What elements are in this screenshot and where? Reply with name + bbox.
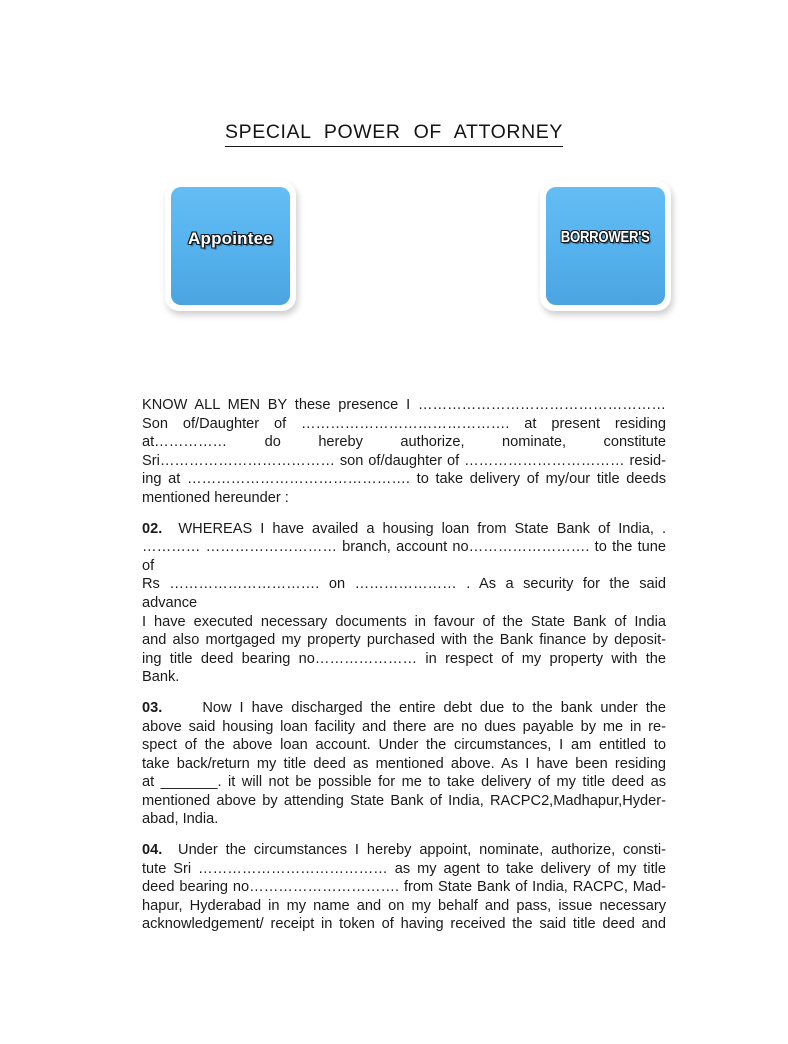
borrowers-badge-label: BORROWER'S: [561, 229, 650, 246]
paragraph-3: [142, 699, 666, 829]
appointee-badge: [165, 181, 296, 311]
paragraph-2-line-6: ing title deed bearing no………………… in respect of my property with the: [142, 650, 666, 667]
page-title: [0, 121, 788, 147]
paragraph-3-line-2: above said housing loan facility and there are no dues payable by me in re-: [142, 718, 666, 735]
paragraph-3-line-6: mentioned above by attending State Bank of India, RACPC2,Madhapur,Hyder-: [142, 792, 666, 809]
page-title-text: SPECIAL POWER OF ATTORNEY: [225, 121, 563, 147]
paragraph-4-line-4: hapur, Hyderabad in my name and on my behalf and pass, issue necessary: [142, 897, 666, 914]
paragraph-2-line-1-text: WHEREAS I have availed a housing loan from State Bank of India, .: [178, 520, 666, 537]
paragraph-3-line-1: [142, 699, 666, 718]
paragraph-4: [142, 841, 666, 934]
paragraph-3-line-3: spect of the above loan account. Under the circumstances, I am entitled to: [142, 737, 666, 754]
paragraph-3-line-1-text: Now I have discharged the entire debt due to the bank under the: [202, 699, 666, 716]
paragraph-2-line-4: I have executed necessary documents in favour of the State Bank of India: [142, 613, 666, 630]
paragraph-4-line-2: tute Sri ………………………………… as my agent to take delivery of my title: [142, 860, 666, 877]
paragraph-4-line-1: [142, 841, 666, 860]
borrowers-badge-surface: [546, 187, 665, 305]
paragraph-2-number: 02.: [142, 520, 163, 537]
paragraph-1-line-1: KNOW ALL MEN BY these presence I ……………………………………………: [142, 397, 666, 413]
paragraph-2-line-2: ………… ……………………… branch, account no……………………. to the tune of: [142, 539, 666, 574]
paragraph-4-line-3: deed bearing no…………………………. from State Bank of India, RACPC, Mad-: [142, 879, 666, 896]
paragraph-3-line-5: at _______. it will not be possible for me to take delivery of my title deed as: [142, 774, 666, 791]
paragraph-1: [142, 396, 666, 508]
paragraph-1-line-5: ing at ………………………………………. to take delivery of my/our title deeds: [142, 471, 666, 488]
paragraph-4-number: 04.: [142, 842, 163, 859]
paragraph-2: [142, 520, 666, 687]
paragraph-4-line-5: acknowledgement/ receipt in token of having received the said title deed and: [142, 916, 666, 933]
paragraph-1-line-2: Son of/Daughter of ……………………………………. at present residing: [142, 415, 666, 432]
paragraph-2-line-1: [142, 520, 666, 539]
paragraph-4-line-1-text: Under the circumstances I hereby appoint, nominate, authorize, consti-: [178, 842, 667, 859]
paragraph-2-line-7: Bank.: [142, 669, 180, 686]
paragraph-1-line-3: at…………… do hereby authorize, nominate, constitute: [142, 434, 666, 451]
appointee-badge-label: Appointee: [188, 229, 273, 248]
paragraph-3-number: 03.: [142, 699, 163, 716]
paragraph-1-line-6: mentioned hereunder :: [142, 489, 289, 506]
paragraph-2-line-3: Rs …………………………. on ………………… . As a security for the said advance: [142, 576, 666, 611]
document-body: [142, 396, 666, 934]
paragraph-2-line-5: and also mortgaged my property purchased with the Bank finance by deposit-: [142, 632, 666, 649]
paragraph-1-line-4: Sri……………………………… son of/daughter of …………………………… resid-: [142, 452, 666, 469]
borrowers-badge: [540, 181, 671, 311]
paragraph-3-line-4: take back/return my title deed as mentioned above. As I have been residing: [142, 755, 666, 772]
appointee-badge-surface: [171, 187, 290, 305]
paragraph-3-line-7: abad, India.: [142, 811, 219, 828]
